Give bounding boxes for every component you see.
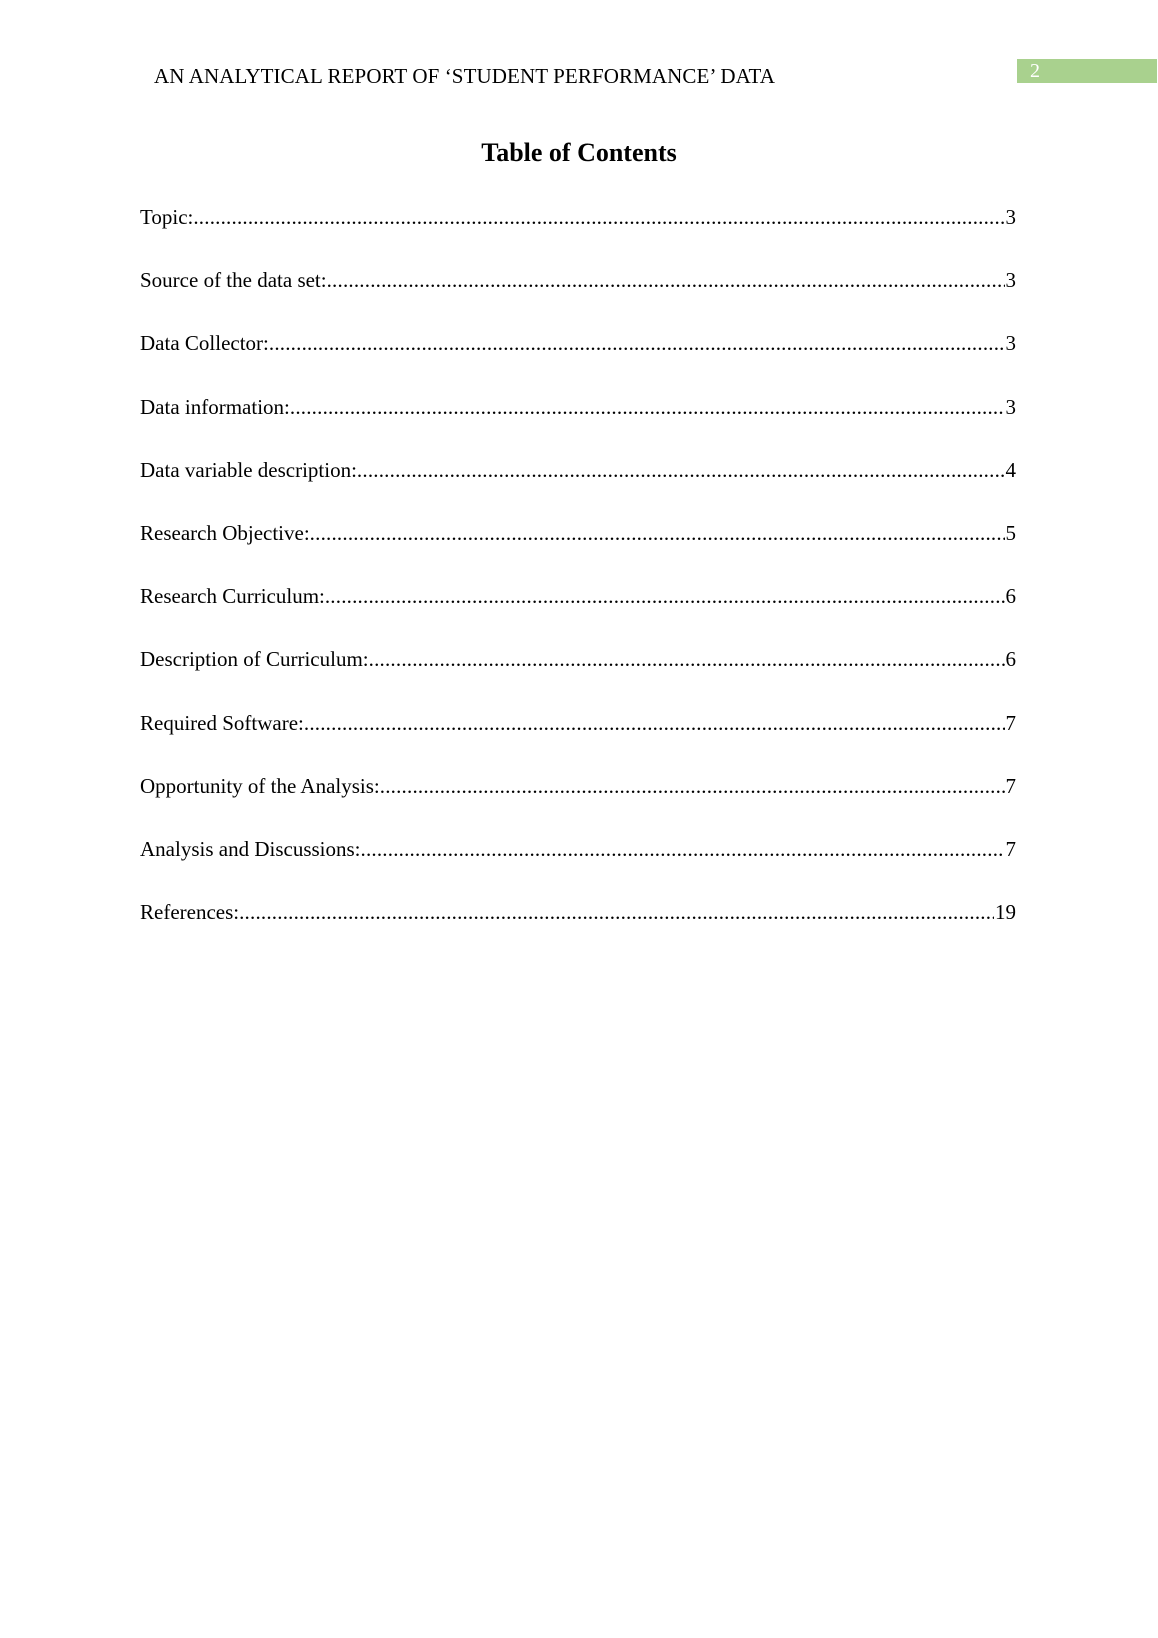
toc-dot-leader [369,642,1005,676]
page-number: 2 [1030,60,1040,82]
toc-entry-page: 4 [1005,457,1016,482]
toc-entry-research-objective[interactable] [140,516,1016,579]
toc-entry-label: Analysis and Discussions: [140,836,361,861]
toc-dot-leader [325,579,1005,613]
toc-entry-data-collector[interactable] [140,326,1016,389]
running-header-title: AN ANALYTICAL REPORT OF ‘STUDENT PERFORMANCE’ DATA [154,64,776,88]
toc-dot-leader [310,516,1005,550]
toc-entry-description-of-curriculum[interactable] [140,642,1016,705]
toc-entry-research-curriculum[interactable] [140,579,1016,642]
toc-entry-label: Topic: [140,205,194,229]
toc-entry-page: 3 [1005,268,1016,293]
toc-entry-label: Research Objective: [140,520,310,545]
page-number-badge [1017,59,1157,83]
toc-entry-data-information[interactable] [140,390,1016,453]
toc-entry-page: 5 [1005,520,1016,545]
toc-entry-label: Description of Curriculum: [140,647,369,672]
toc-entry-opportunity-of-analysis[interactable] [140,769,1016,832]
toc-entry-analysis-and-discussions[interactable] [140,832,1016,895]
toc-entry-label: Source of the data set: [140,268,327,293]
toc-entry-label: References: [140,900,240,925]
toc-entry-page: 3 [1005,205,1016,229]
toc-entry-label: Research Curriculum: [140,584,325,609]
toc-heading: Table of Contents [481,138,677,167]
toc-dot-leader [193,200,1004,234]
toc-entry-page: 6 [1005,584,1016,609]
toc-entry-source-of-data-set[interactable] [140,263,1016,326]
table-of-contents [140,200,1016,958]
toc-entry-page: 7 [1005,773,1016,798]
toc-dot-leader [327,263,1005,297]
toc-entry-page: 3 [1005,394,1016,419]
toc-dot-leader [290,390,1005,424]
toc-entry-page: 3 [1005,331,1016,356]
toc-entry-label: Data information: [140,394,290,419]
toc-dot-leader [380,769,1005,803]
toc-dot-leader [304,706,1005,740]
toc-entry-label: Data Collector: [140,331,269,356]
toc-entry-label: Required Software: [140,710,304,735]
toc-entry-page: 6 [1005,647,1016,672]
toc-entry-page: 7 [1005,710,1016,735]
toc-dot-leader [269,326,1005,360]
toc-entry-topic[interactable] [140,200,1016,263]
toc-entry-label: Data variable description: [140,457,357,482]
toc-dot-leader [361,832,1005,866]
toc-entry-references[interactable] [140,895,1016,958]
toc-entry-page: 19 [995,900,1016,925]
toc-entry-data-variable-description[interactable] [140,453,1016,516]
toc-dot-leader [357,453,1005,487]
toc-entry-label: Opportunity of the Analysis: [140,773,380,798]
toc-dot-leader [239,895,994,929]
toc-entry-required-software[interactable] [140,706,1016,769]
toc-entry-page: 7 [1005,836,1016,861]
